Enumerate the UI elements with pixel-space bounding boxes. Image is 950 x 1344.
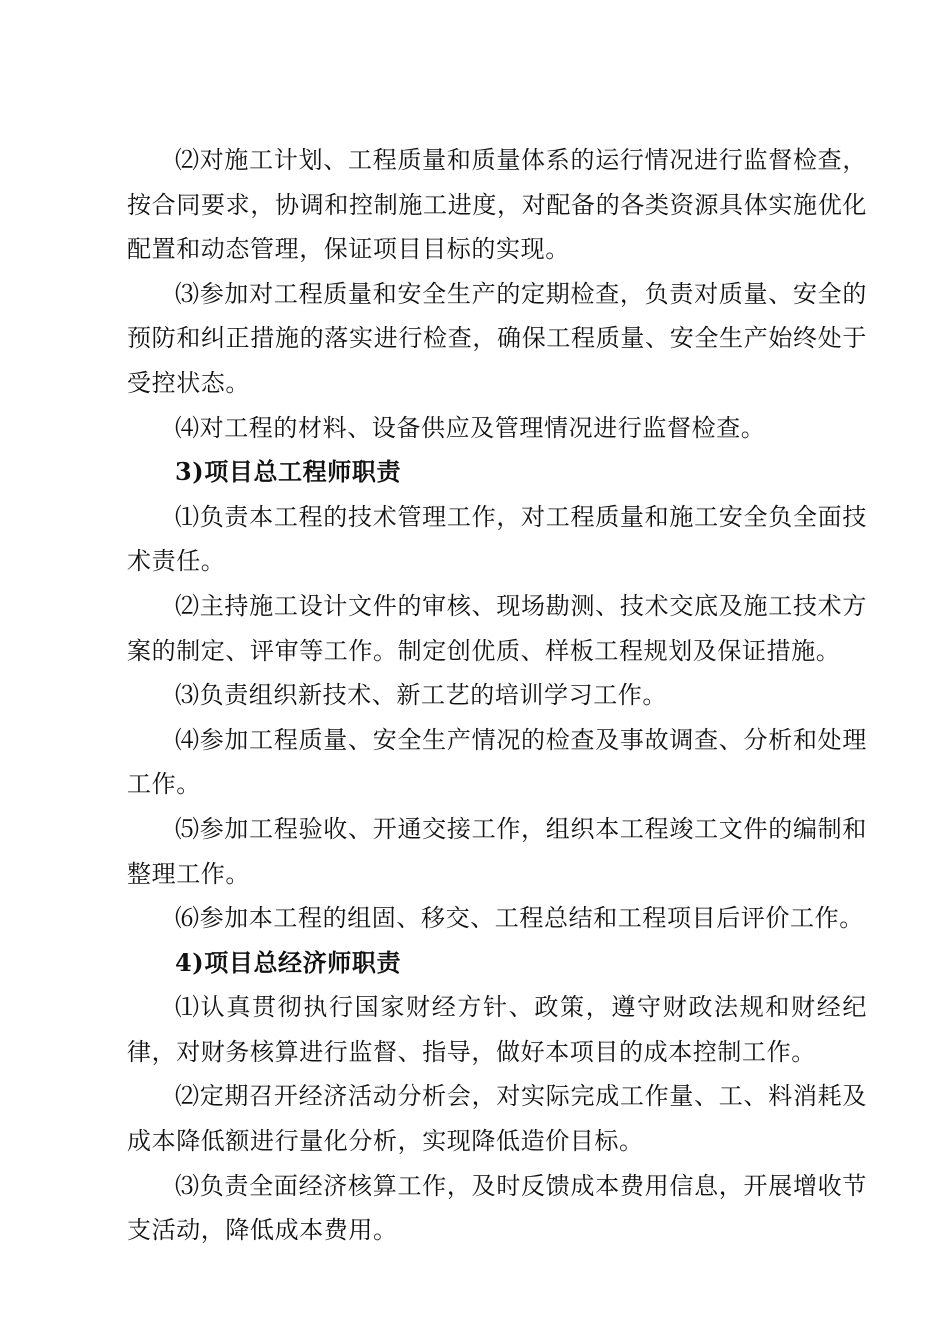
paragraph-manager-duty-2: ⑵对施工计划、工程质量和质量体系的运行情况进行监督检查，按合同要求，协调和控制施工进度，对配备的各类资源具体实施优化配置和动态管理，保证项目目标的实现。 bbox=[127, 146, 867, 264]
paragraph-chief-economist-duty-1: ⑴认真贯彻执行国家财经方针、政策，遵守财政法规和财经纪律，对财务核算进行监督、指导，做好本项目的成本控制工作。 bbox=[127, 993, 867, 1066]
paragraph-chief-engineer-duty-2: ⑵主持施工设计文件的审核、现场勘测、技术交底及施工技术方案的制定、评审等工作。制定创优质、样板工程规划及保证措施。 bbox=[127, 591, 867, 665]
paragraph-chief-engineer-duty-1: ⑴负责本工程的技术管理工作，对工程质量和施工安全负全面技术责任。 bbox=[127, 502, 867, 576]
paragraph-chief-engineer-duty-3: ⑶负责组织新技术、新工艺的培训学习工作。 bbox=[175, 681, 667, 710]
paragraph-chief-engineer-duty-4: ⑷参加工程质量、安全生产情况的检查及事故调查、分析和处理工作。 bbox=[127, 725, 867, 799]
paragraph-chief-economist-duty-2: ⑵定期召开经济活动分析会，对实际完成工作量、工、料消耗及成本降低额进行量化分析，实现降低造价目标。 bbox=[127, 1082, 867, 1156]
paragraph-manager-duty-4: ⑷对工程的材料、设备供应及管理情况进行监督检查。 bbox=[175, 413, 766, 442]
paragraph-chief-economist-duty-3: ⑶负责全面经济核算工作，及时反馈成本费用信息，开展增收节支活动，降低成本费用。 bbox=[127, 1171, 867, 1245]
paragraph-chief-engineer-duty-5: ⑸参加工程验收、开通交接工作，组织本工程竣工文件的编制和整理工作。 bbox=[127, 814, 867, 888]
document-body bbox=[127, 138, 867, 1253]
heading-chief-economist-duties: 4)项目总经济师职责 bbox=[175, 947, 402, 977]
heading-chief-engineer-duties: 3)项目总工程师职责 bbox=[175, 457, 402, 487]
paragraph-chief-engineer-duty-6: ⑹参加本工程的组固、移交、工程总结和工程项目后评价工作。 bbox=[175, 904, 864, 933]
paragraph-manager-duty-3: ⑶参加对工程质量和安全生产的定期检查，负责对质量、安全的预防和纠正措施的落实进行检查，确保工程质量、安全生产始终处于受控状态。 bbox=[127, 279, 867, 397]
